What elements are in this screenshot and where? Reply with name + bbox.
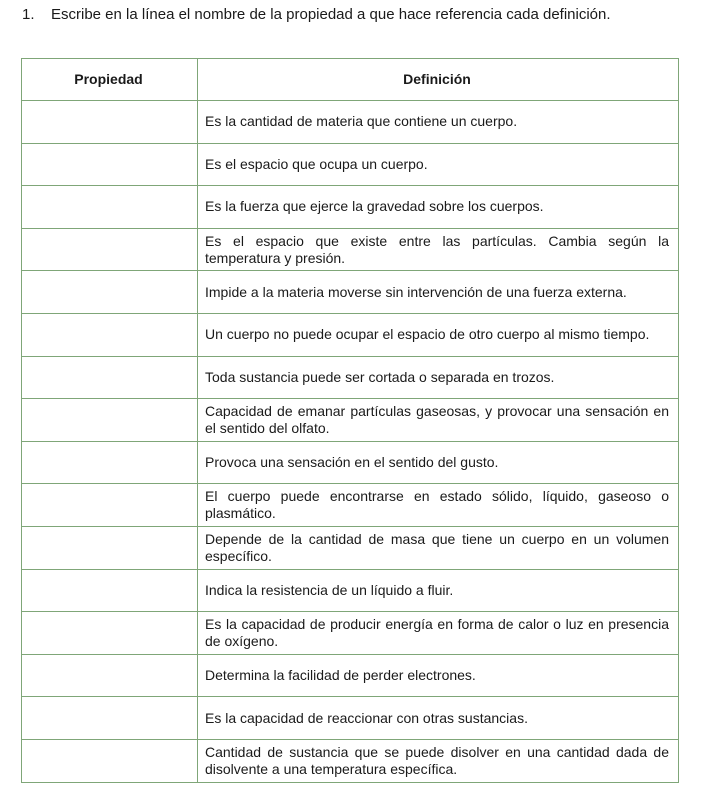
table-row	[22, 399, 679, 442]
question-instruction	[22, 4, 672, 25]
table-header-row	[22, 59, 679, 101]
table-row	[22, 526, 679, 569]
table-row	[22, 484, 679, 527]
definition-cell: Cantidad de sustancia que se puede disolver en una cantidad dada de disolvente a una temperatura específica.	[198, 739, 679, 782]
definition-cell: Provoca una sensación en el sentido del gusto.	[198, 441, 679, 484]
definition-cell: Determina la facilidad de perder electrones.	[198, 654, 679, 697]
property-answer-cell[interactable]	[22, 101, 198, 144]
definition-cell: Impide a la materia moverse sin intervención de una fuerza externa.	[198, 271, 679, 314]
definition-cell: Indica la resistencia de un líquido a fluir.	[198, 569, 679, 612]
property-answer-cell[interactable]	[22, 186, 198, 229]
definition-cell: Toda sustancia puede ser cortada o separada en trozos.	[198, 356, 679, 399]
definition-cell: Depende de la cantidad de masa que tiene un cuerpo en un volumen específico.	[198, 526, 679, 569]
definition-cell: El cuerpo puede encontrarse en estado sólido, líquido, gaseoso o plasmático.	[198, 484, 679, 527]
definition-cell: Capacidad de emanar partículas gaseosas, y provocar una sensación en el sentido del olfato.	[198, 399, 679, 442]
table-row	[22, 612, 679, 655]
definition-cell: Es la capacidad de reaccionar con otras sustancias.	[198, 697, 679, 740]
property-answer-cell[interactable]	[22, 271, 198, 314]
property-answer-cell[interactable]	[22, 399, 198, 442]
property-answer-cell[interactable]	[22, 228, 198, 271]
properties-table	[21, 58, 679, 783]
table-row	[22, 356, 679, 399]
table-row	[22, 697, 679, 740]
property-answer-cell[interactable]	[22, 569, 198, 612]
property-answer-cell[interactable]	[22, 526, 198, 569]
property-answer-cell[interactable]	[22, 612, 198, 655]
table-row	[22, 271, 679, 314]
definition-cell: Un cuerpo no puede ocupar el espacio de otro cuerpo al mismo tiempo.	[198, 313, 679, 356]
definition-cell: Es la fuerza que ejerce la gravedad sobre los cuerpos.	[198, 186, 679, 229]
table-row	[22, 228, 679, 271]
table-row	[22, 654, 679, 697]
header-propiedad: Propiedad	[22, 59, 198, 101]
property-answer-cell[interactable]	[22, 654, 198, 697]
table-row	[22, 101, 679, 144]
definition-cell: Es la capacidad de producir energía en forma de calor o luz en presencia de oxígeno.	[198, 612, 679, 655]
property-answer-cell[interactable]	[22, 697, 198, 740]
property-answer-cell[interactable]	[22, 313, 198, 356]
question-number: 1.	[22, 6, 35, 23]
table-row	[22, 186, 679, 229]
property-answer-cell[interactable]	[22, 441, 198, 484]
property-answer-cell[interactable]	[22, 484, 198, 527]
table-row	[22, 739, 679, 782]
property-answer-cell[interactable]	[22, 356, 198, 399]
table-row	[22, 441, 679, 484]
table-row	[22, 569, 679, 612]
property-answer-cell[interactable]	[22, 739, 198, 782]
definition-cell: Es el espacio que ocupa un cuerpo.	[198, 143, 679, 186]
definition-cell: Es la cantidad de materia que contiene un cuerpo.	[198, 101, 679, 144]
table-row	[22, 313, 679, 356]
table-row	[22, 143, 679, 186]
property-answer-cell[interactable]	[22, 143, 198, 186]
question-text: Escribe en la línea el nombre de la propiedad a que hace referencia cada definición.	[51, 6, 611, 23]
definition-cell: Es el espacio que existe entre las partículas. Cambia según la temperatura y presión.	[198, 228, 679, 271]
header-definicion: Definición	[198, 59, 679, 101]
